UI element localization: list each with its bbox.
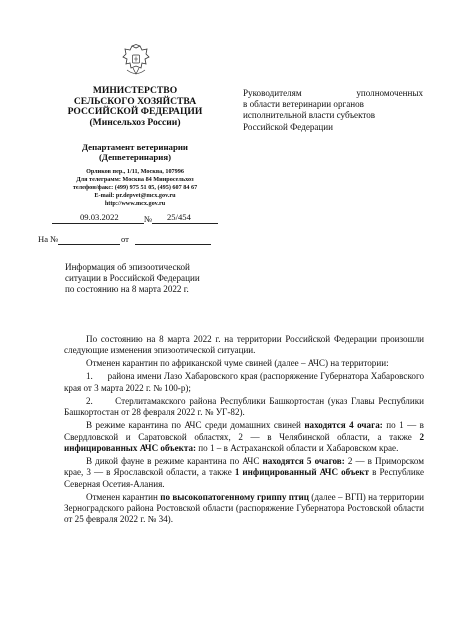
letter-body — [64, 334, 424, 527]
coat-of-arms-icon — [122, 44, 150, 80]
subject-line: ситуации в Российской Федерации — [65, 273, 200, 284]
phone-line: телефон/факс: (499) 975 51 05, (495) 607 84 67 — [72, 183, 198, 191]
bold-text: по высокопатогенному гриппу птиц — [160, 491, 309, 502]
body-paragraph — [64, 420, 424, 454]
contact-info — [45, 168, 225, 208]
subject-line: по состоянию на 8 марта 2022 г. — [65, 284, 189, 295]
org-line: (Минсельхоз России) — [89, 116, 181, 128]
registration-date: 09.03.2022 — [80, 212, 119, 222]
bold-text: находятся 4 очага: — [304, 420, 383, 431]
department-name — [52, 142, 218, 163]
text-run: в Республике Северная Осетия-Алания. — [64, 467, 425, 489]
addressee-line: в области ветеринарии органов — [243, 99, 364, 110]
text-run: В дикой фауне в режиме карантина по АЧС — [86, 455, 263, 466]
bold-text: 2 инфицированных АЧС объекта: — [64, 431, 424, 453]
address-line: Орликов пер., 1/11, Москва, 107996 — [86, 168, 184, 175]
body-paragraph: Отменен карантин по африканской чуме свиней (далее – АЧС) на территории: — [86, 358, 389, 369]
date-underline — [52, 223, 144, 224]
bold-text: находятся 5 очагов: — [262, 455, 345, 466]
subject-line: Информация об эпизоотической — [65, 262, 190, 272]
body-paragraph — [64, 492, 424, 526]
reference-date-underline — [135, 244, 211, 245]
number-underline — [152, 223, 218, 224]
org-line: МИНИСТЕРСТВО — [92, 85, 178, 96]
text-run: Отменен карантин — [86, 491, 161, 502]
text-run: 2 — в Приморском крае, 3 — в Ярославской области, а также — [64, 455, 424, 478]
number-sign: № — [144, 214, 153, 224]
addressee-line: Руководителям уполномоченных — [243, 88, 423, 98]
list-item: 1. района имени Лазо Хабаровского края (распоряжение Губернатора Хабаровского края от 3 марта 2022 г. № 100-р); — [64, 371, 424, 393]
org-line: СЕЛЬСКОГО ХОЗЯЙСТВА — [73, 95, 197, 107]
body-paragraph: По состоянию на 8 марта 2022 г. на территории Российской Федерации произошли следующие изменения эпизоотической ситуации. — [64, 334, 424, 356]
body-paragraph — [64, 456, 424, 490]
addressee-line: Российской Федерации — [243, 121, 334, 132]
list-item: 2. Стерлитамакского района Республики Башкортостан (указ Главы Республики Башкортостан от 28 февраля 2022 г. № УГ-82). — [64, 395, 424, 418]
dept-line: Департамент ветеринарии — [82, 142, 188, 152]
org-line: РОССИЙСКОЙ ФЕДЕРАЦИИ — [67, 106, 203, 118]
reference-prefix: На № — [38, 234, 59, 244]
letter-subject — [65, 262, 235, 296]
ministry-name — [52, 86, 218, 128]
registration-line — [52, 212, 222, 226]
reference-number-underline — [58, 244, 120, 245]
reference-line — [38, 234, 218, 246]
website-line: http://www.mcx.gov.ru — [104, 199, 166, 207]
dept-line: (Депветеринария) — [98, 152, 172, 163]
email-line: E-mail: pr.depvet@mcx.gov.ru — [94, 191, 176, 199]
text-run: по 1 – в Астраханской области и Хабаровском крае. — [196, 442, 399, 453]
telegram-line: Для телеграмм: Москва 84 Минросельхоз — [76, 175, 194, 183]
addressee-block — [243, 88, 423, 133]
registration-number: 25/454 — [167, 212, 191, 222]
text-run: по 1 — в Свердловской и Саратовской областях, 2 — в Челябинской области, а также — [64, 420, 424, 442]
reference-from: от — [121, 234, 129, 244]
text-run: (далее – ВГП) на территории Зерноградского района Ростовской области (распоряжение Губернатора Ростовской области от 25 февраля 2022 г. № 34). — [64, 491, 425, 525]
addressee-line: исполнительной власти субъектов — [243, 110, 376, 121]
text-run: В режиме карантина по АЧС среди домашних свиней — [86, 420, 305, 431]
bold-text: 1 инфицированный АЧС объект — [234, 467, 370, 478]
